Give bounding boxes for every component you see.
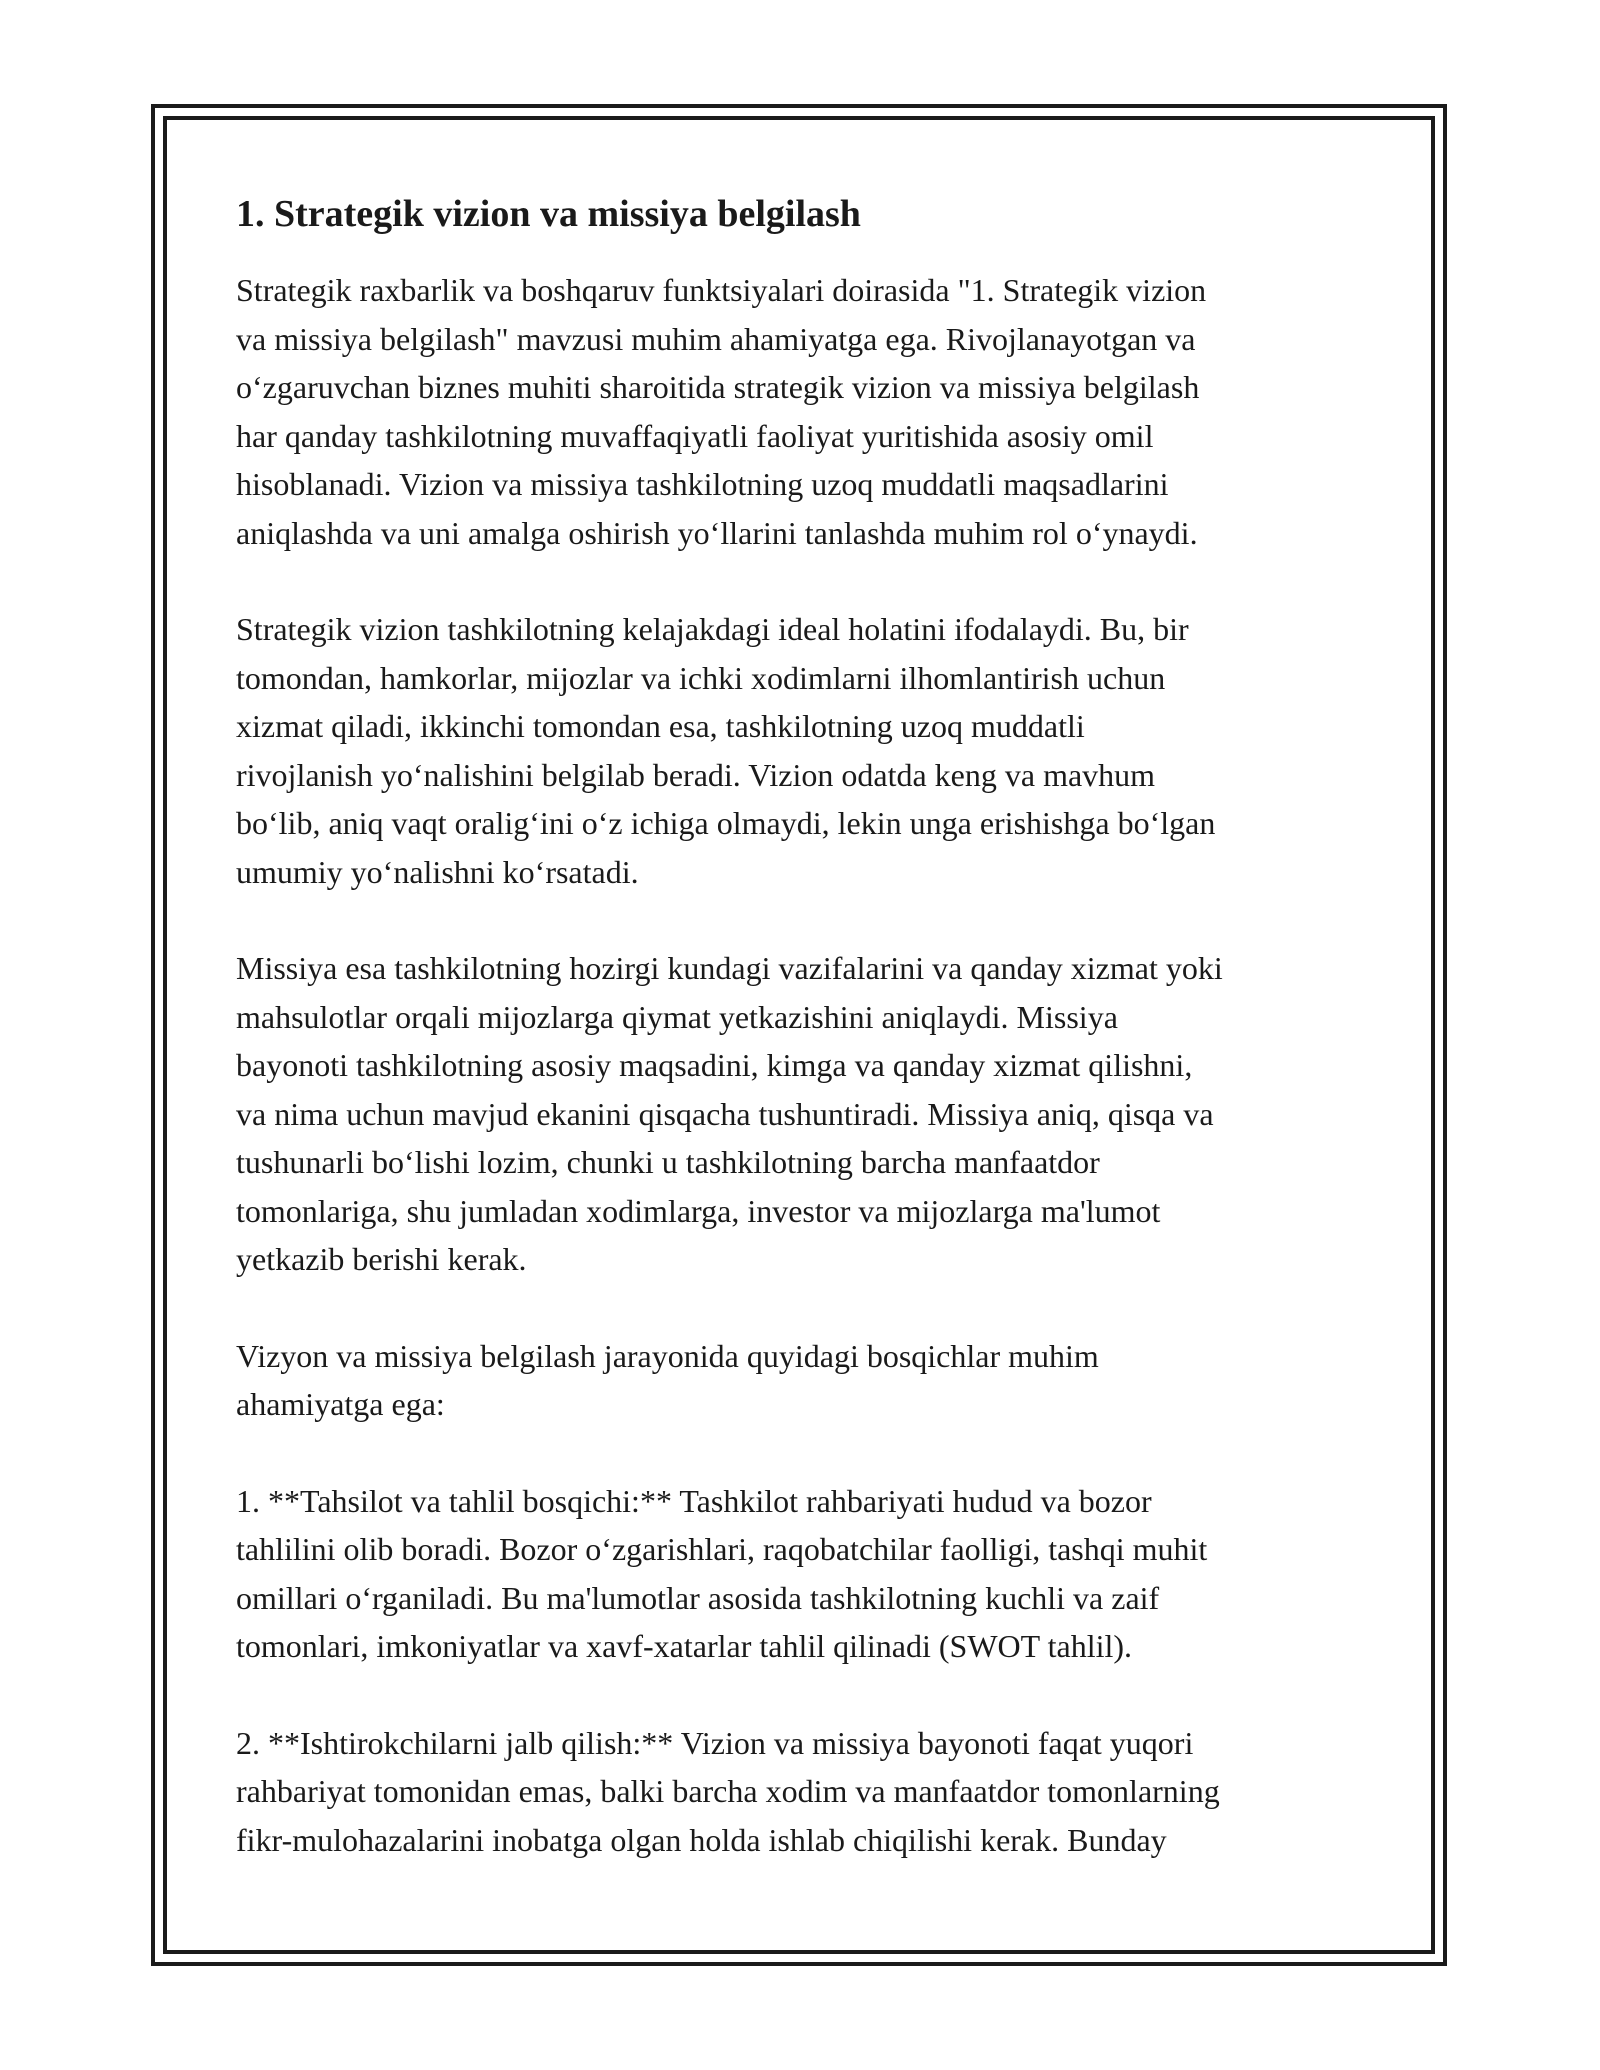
paragraph-vision: Strategik vizion tashkilotning kelajakdagi ideal holatini ifodalaydi. Bu, bir tomondan, hamkorlar, mijozlar va ichki xodimlarni ilhomlantirish uchun xizmat qiladi, ikkinchi tomondan esa, tashkilotning uzoq muddatli rivojlanish yoʻnalishini belgilab beradi. Vizion odatda keng va mavhum boʻlib, aniq vaqt oraligʻini oʻz ichiga olmaydi, lekin unga erishishga boʻlgan umumiy yoʻnalishni koʻrsatadi. <box>236 611 1216 890</box>
paragraph-stage-1: 1. **Tahsilot va tahlil bosqichi:** Tashkilot rahbariyati hudud va bozor tahlilini olib boradi. Bozor oʻzgarishlari, raqobatchilar faolligi, tashqi muhit omillari oʻrganiladi. Bu ma'lumotlar asosida tashkilotning kuchli va zaif tomonlari, imkoniyatlar va xavf-xatarlar tahlil qilinadi (SWOT tahlil). <box>236 1482 1208 1664</box>
paragraph-stage-2: 2. **Ishtirokchilarni jalb qilish:** Vizion va missiya bayonoti faqat yuqori rahbariyat tomonidan emas, balki barcha xodim va manfaatdor tomonlarning fikr-mulohazalarini inobatga olgan holda ishlab chiqilishi kerak. Bunday <box>236 1724 1220 1858</box>
paragraph-intro: Strategik raxbarlik va boshqaruv funktsiyalari doirasida "1. Strategik vizion va missiya belgilash" mavzusi muhim ahamiyatga ega. Rivojlanayotgan va oʻzgaruvchan biznes muhiti sharoitida strategik vizion va missiya belgilash har qanday tashkilotning muvaffaqiyatli faoliyat yuritishida asosiy omil hisoblanadi. Vizion va missiya tashkilotning uzoq muddatli maqsadlarini aniqlashda va uni amalga oshirish yoʻllarini tanlashda muhim rol oʻynaydi. <box>236 272 1207 551</box>
document-body <box>236 190 1386 1864</box>
section-heading: 1. Strategik vizion va missiya belgilash <box>236 193 861 235</box>
paragraph-mission: Missiya esa tashkilotning hozirgi kundagi vazifalarini va qanday xizmat yoki mahsulotlar orqali mijozlarga qiymat yetkazishini aniqlaydi. Missiya bayonoti tashkilotning asosiy maqsadini, kimga va qanday xizmat qilishni, va nima uchun mavjud ekanini qisqacha tushuntiradi. Missiya aniq, qisqa va tushunarli boʻlishi lozim, chunki u tashkilotning barcha manfaatdor tomonlariga, shu jumladan xodimlarga, investor va mijozlarga ma'lumot yetkazib berishi kerak. <box>236 950 1223 1277</box>
paragraph-stages-intro: Vizyon va missiya belgilash jarayonida quyidagi bosqichlar muhim ahamiyatga ega: <box>236 1337 1099 1422</box>
